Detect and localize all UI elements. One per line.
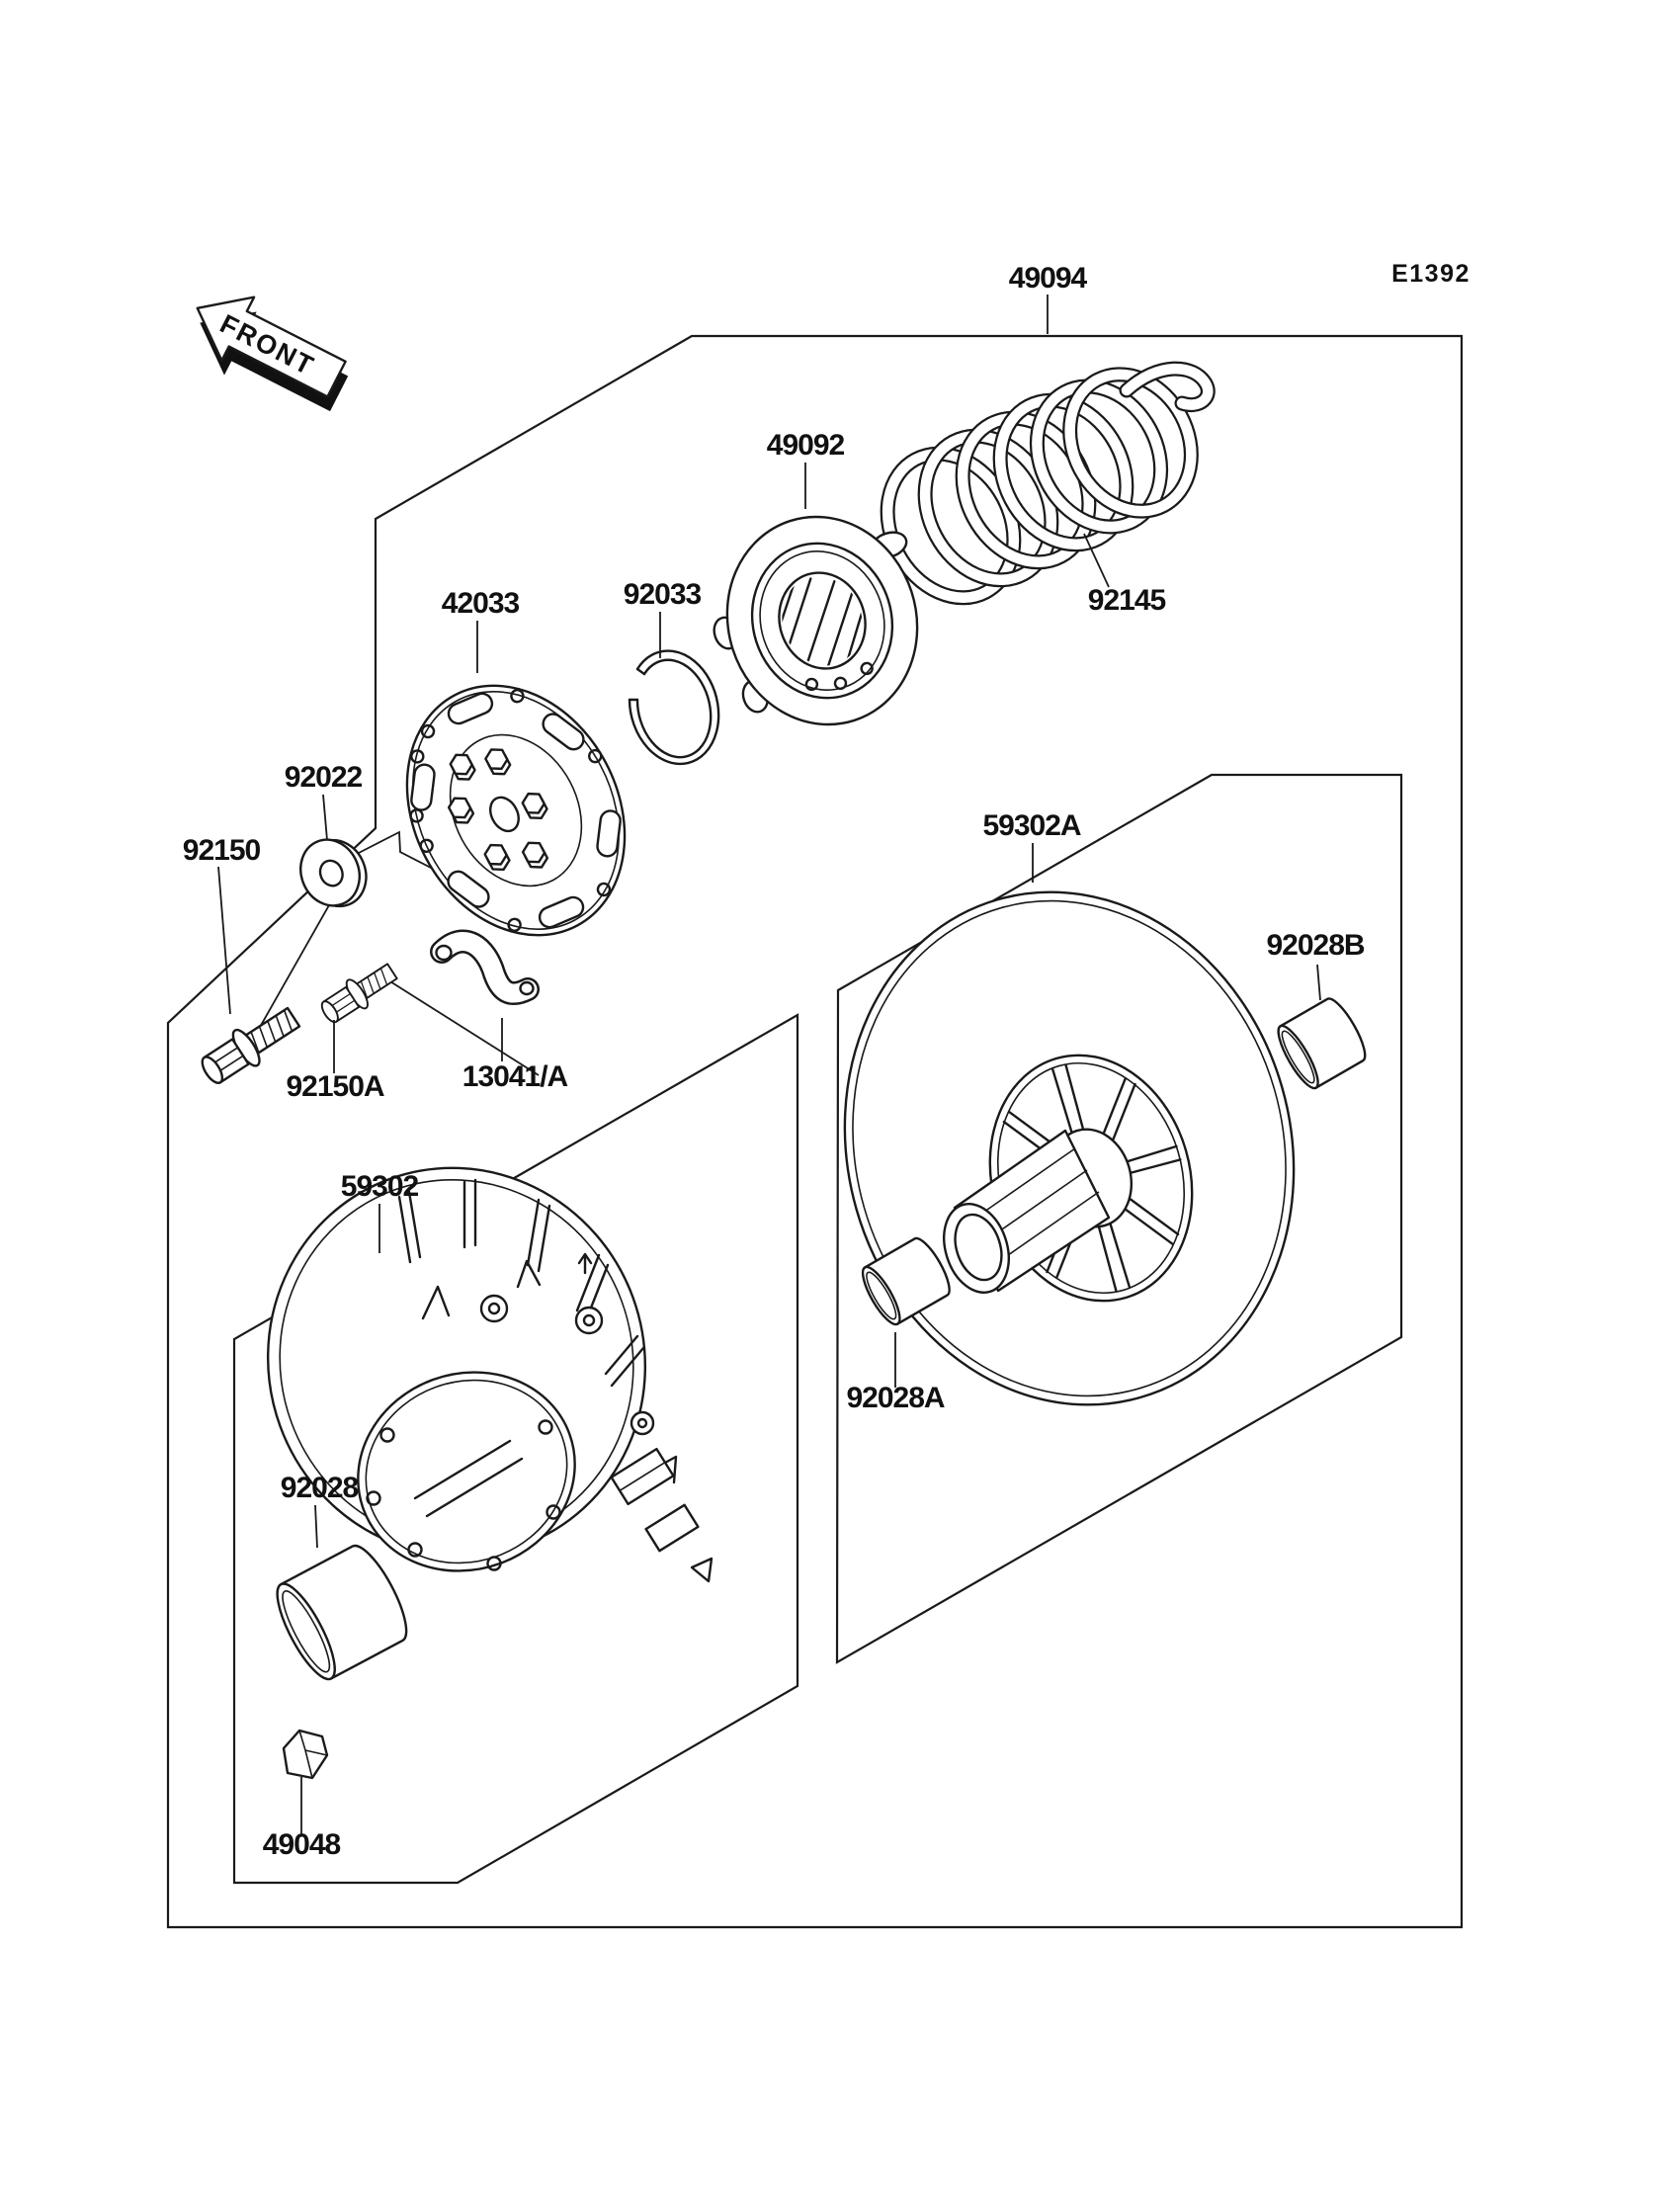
part-label-49094: 49094 [1008, 262, 1087, 295]
page-code-label: E1392 [1391, 260, 1470, 288]
strap-13041 [437, 941, 534, 994]
ramp-plate-42033 [365, 647, 667, 973]
bushing-92028b [1272, 994, 1372, 1093]
part-label-92145: 92145 [1087, 584, 1166, 617]
spring-92145 [863, 353, 1215, 620]
part-label-59302a: 59302A [982, 809, 1081, 842]
slider-shoe-49048 [284, 1731, 327, 1778]
part-label-92022: 92022 [284, 761, 363, 794]
shoe-comp-49092 [689, 488, 955, 753]
part-label-92028a: 92028A [846, 1382, 945, 1414]
washer-92022 [291, 828, 376, 917]
part-label-92028b: 92028B [1266, 929, 1365, 962]
front-arrow-label: FRONT [214, 308, 320, 381]
part-label-92028: 92028 [280, 1472, 359, 1504]
part-label-49048: 49048 [262, 1828, 341, 1861]
bushing-92028 [267, 1539, 416, 1686]
part-label-59302: 59302 [340, 1170, 419, 1203]
sheave-bosses [612, 1449, 712, 1581]
part-label-92150a: 92150A [286, 1070, 384, 1103]
bolt-92150a [316, 958, 401, 1029]
snap-ring-92033 [630, 651, 718, 764]
part-label-42033: 42033 [441, 587, 520, 620]
part-label-49092: 49092 [766, 429, 845, 462]
movable-sheave-59302 [213, 1115, 712, 1609]
part-label-92150: 92150 [182, 834, 261, 867]
part-label-13041: 13041/A [462, 1060, 568, 1093]
front-arrow [176, 277, 361, 426]
part-label-92033: 92033 [623, 578, 702, 611]
